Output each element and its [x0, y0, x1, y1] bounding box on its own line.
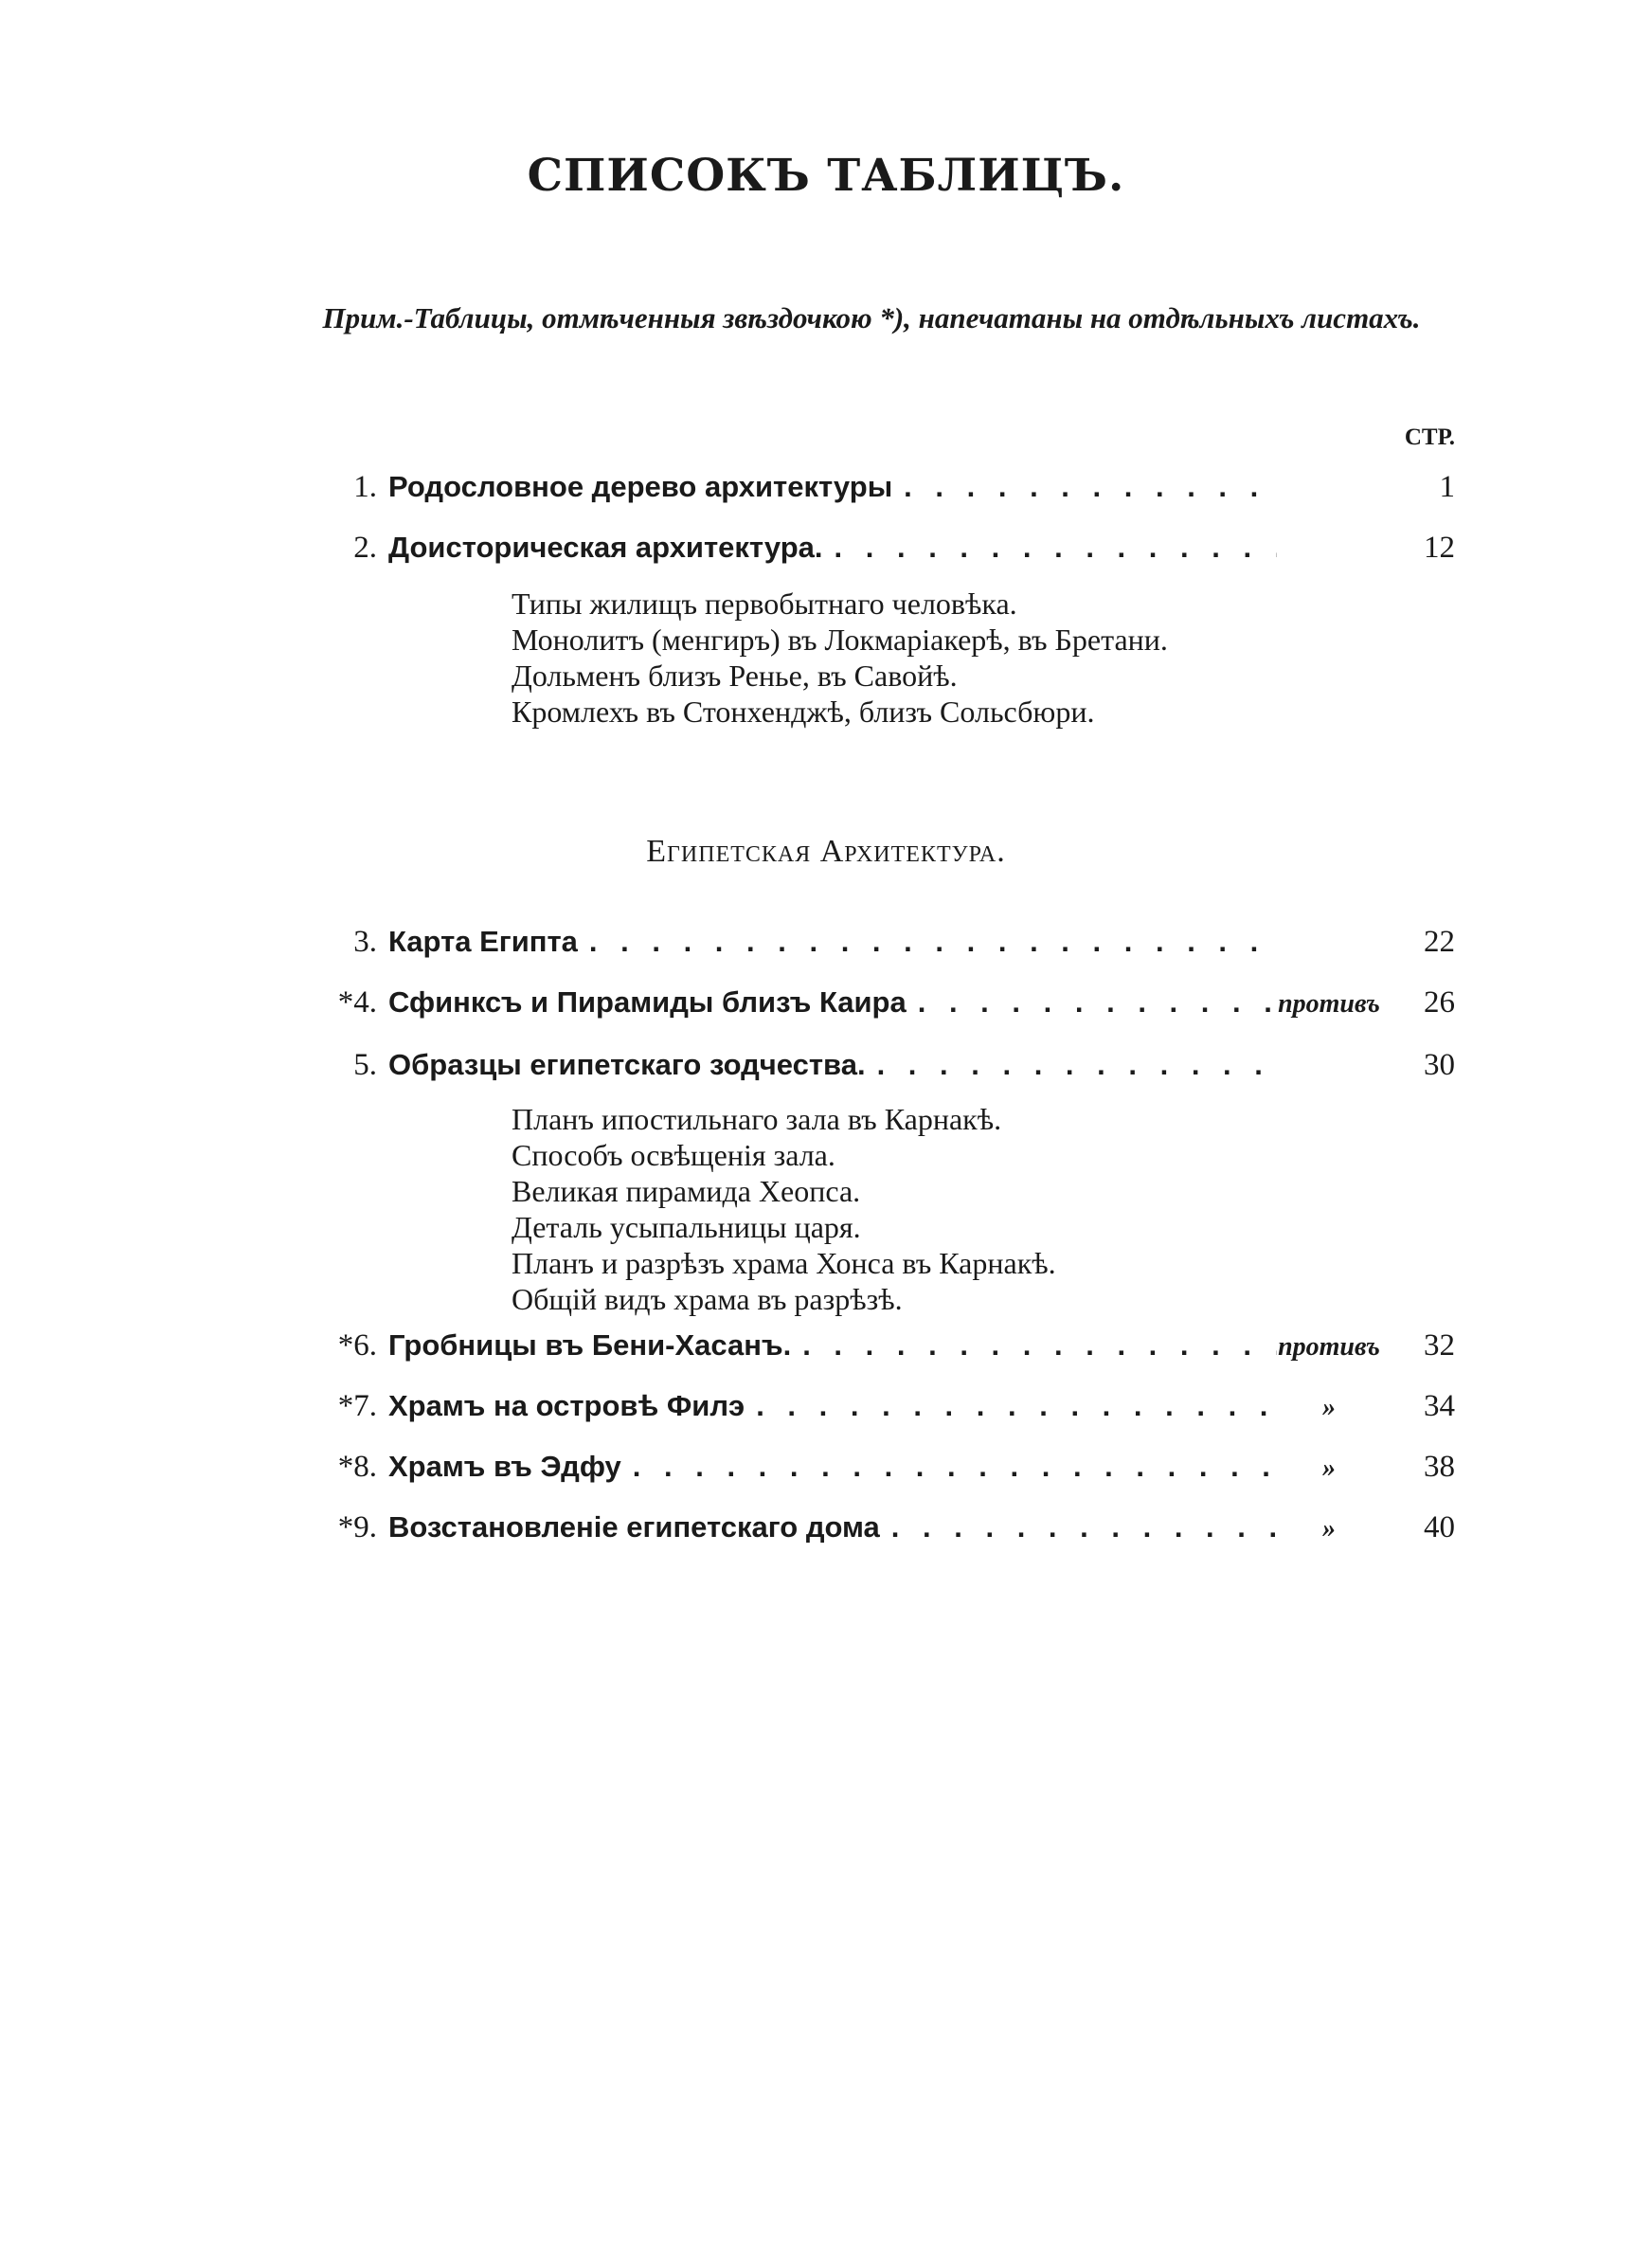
dot-leader: [866, 1048, 1277, 1082]
sub-item-list: [512, 586, 1168, 730]
entry-label: Родословное дерево архитектуры: [388, 470, 893, 503]
entry-number: *8.: [337, 1450, 377, 1484]
entry-page: 40: [1424, 1510, 1455, 1544]
dot-leader: [823, 531, 1277, 565]
dot-leader: [791, 1328, 1277, 1363]
entry-page: 1: [1439, 470, 1455, 504]
entry-page: 32: [1424, 1328, 1455, 1363]
entry-ref: »: [1322, 1514, 1336, 1544]
dot-leader: [892, 470, 1277, 504]
sub-item: Дольменъ близъ Ренье, въ Савойѣ.: [512, 659, 958, 693]
sub-item: Типы жилищъ первобытнаго человѣка.: [512, 587, 1017, 621]
page-column-header: СТР.: [1404, 424, 1455, 450]
entry-label: Сфинксъ и Пирамиды близъ Каира: [388, 985, 907, 1019]
sub-item: Общій видъ храма въ разрѣзѣ.: [512, 1282, 903, 1316]
entry-page: 12: [1424, 531, 1455, 565]
sub-item: Великая пирамида Хеопса.: [512, 1174, 861, 1208]
entry-number: *4.: [337, 985, 377, 1020]
sub-item: Кромлехъ въ Стонхенджѣ, близъ Сольсбюри.: [512, 695, 1095, 729]
toc-entry: [303, 1048, 1455, 1090]
toc-entry: [303, 985, 1455, 1027]
section-heading: Египетская Архитектура.: [646, 834, 1006, 869]
footnote-remark: Прим.-Таблицы, отмѣченныя звѣздочкою *), напечатаны на отдѣльныхъ листахъ.: [322, 301, 1421, 334]
dot-leader: [621, 1450, 1277, 1484]
entry-label: Доисторическая архитектура.: [388, 531, 823, 564]
toc-entry: [303, 925, 1455, 966]
entry-number: 5.: [353, 1048, 377, 1082]
toc-entry: [303, 1328, 1455, 1370]
dot-leader: [907, 985, 1277, 1020]
sub-item: Деталь усыпальницы царя.: [512, 1210, 861, 1244]
entry-number: 3.: [353, 925, 377, 959]
sub-item: Планъ и разрѣзъ храма Хонса въ Карнакѣ.: [512, 1246, 1056, 1280]
toc-entry: [303, 1389, 1455, 1431]
entry-ref: »: [1322, 1454, 1336, 1483]
entry-label: Храмъ въ Эдфу: [388, 1450, 621, 1483]
dot-leader: [880, 1510, 1277, 1544]
page-title: СПИСОКЪ ТАБЛИЦЪ.: [527, 150, 1125, 202]
entry-number: *9.: [337, 1510, 377, 1544]
toc-entry: [303, 470, 1455, 512]
sub-item: Способъ освѣщенія зала.: [512, 1138, 835, 1172]
sub-item-list: [512, 1101, 1056, 1317]
entry-page: 30: [1424, 1048, 1455, 1082]
entry-page: 22: [1424, 925, 1455, 959]
entry-number: *6.: [337, 1328, 377, 1363]
entry-page: 38: [1424, 1450, 1455, 1484]
entry-label: Образцы египетскаго зодчества.: [388, 1048, 866, 1081]
entry-ref: »: [1322, 1393, 1336, 1422]
dot-leader: [745, 1389, 1277, 1423]
entry-number: *7.: [337, 1389, 377, 1423]
toc-entry: [303, 1510, 1455, 1552]
entry-page: 26: [1424, 985, 1455, 1020]
entry-label: Возстановленіе египетскаго дома: [388, 1510, 880, 1544]
entry-ref: противъ: [1278, 989, 1380, 1019]
entry-number: 2.: [353, 531, 377, 565]
dot-leader: [578, 925, 1277, 959]
sub-item: Монолитъ (менгиръ) въ Локмаріакерѣ, въ Бретани.: [512, 623, 1168, 657]
entry-page: 34: [1424, 1389, 1455, 1423]
entry-number: 1.: [353, 470, 377, 504]
toc-entry: [303, 1450, 1455, 1491]
toc-entry: [303, 531, 1455, 572]
entry-label: Карта Египта: [388, 925, 578, 958]
entry-ref: противъ: [1278, 1332, 1380, 1362]
entry-label: Гробницы въ Бени-Хасанъ.: [388, 1328, 792, 1362]
sub-item: Планъ ипостильнаго зала въ Карнакѣ.: [512, 1102, 1002, 1136]
entry-label: Храмъ на островѣ Филэ: [388, 1389, 745, 1422]
